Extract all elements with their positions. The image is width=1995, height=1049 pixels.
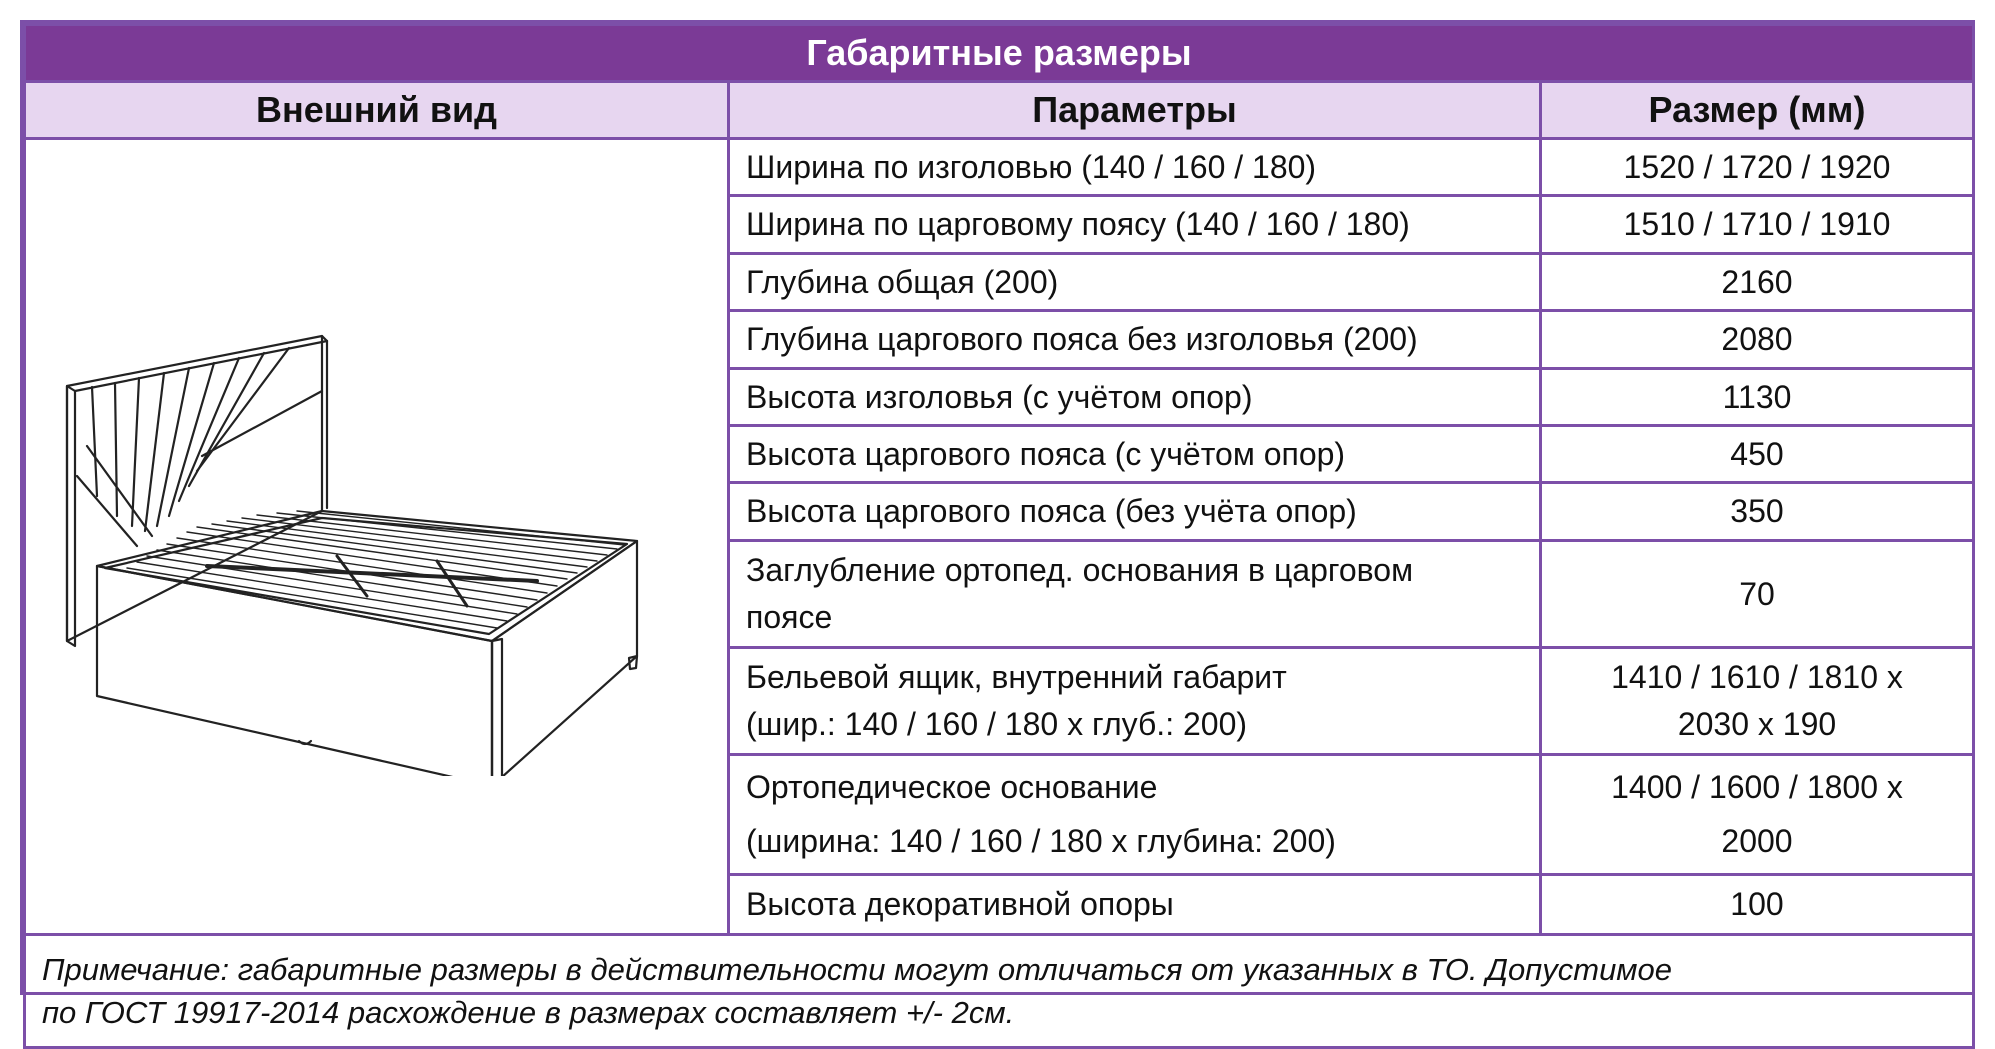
param-cell: Высота декоративной опоры — [729, 874, 1541, 934]
value-cell: 1410 / 1610 / 1810 х 2030 х 190 — [1541, 647, 1974, 754]
table-row — [25, 139, 1974, 196]
param-cell: Ортопедическое основание (ширина: 140 / 160 / 180 х глубина: 200) — [729, 754, 1541, 874]
param-cell: Ширина по изголовью (140 / 160 / 180) — [729, 139, 1541, 196]
value-cell: 450 — [1541, 425, 1974, 482]
appearance-cell — [25, 139, 729, 935]
value-cell: 2160 — [1541, 253, 1974, 310]
value-cell: 100 — [1541, 874, 1974, 934]
bed-illustration-icon — [37, 296, 717, 776]
param-cell: Ширина по царговому поясу (140 / 160 / 180) — [729, 196, 1541, 253]
param-cell: Заглубление ортопед. основания в царговом поясе — [729, 540, 1541, 647]
note: Примечание: габаритные размеры в действительности могут отличаться от указанных в ТО. Допустимое по ГОСТ 19917-2014 расхождение в размерах составляет +/- 2см. — [25, 934, 1974, 1048]
param-cell: Глубина общая (200) — [729, 253, 1541, 310]
header-params: Параметры — [729, 82, 1541, 139]
table-title: Габаритные размеры — [25, 25, 1974, 82]
value-cell: 1520 / 1720 / 1920 — [1541, 139, 1974, 196]
param-cell: Высота царгового пояса (с учётом опор) — [729, 425, 1541, 482]
param-cell: Высота изголовья (с учётом опор) — [729, 368, 1541, 425]
value-cell: 1130 — [1541, 368, 1974, 425]
dimensions-table — [23, 23, 1975, 1049]
value-cell: 2080 — [1541, 311, 1974, 368]
header-appearance: Внешний вид — [25, 82, 729, 139]
param-cell: Высота царгового пояса (без учёта опор) — [729, 483, 1541, 540]
header-size: Размер (мм) — [1541, 82, 1974, 139]
param-cell: Глубина царгового пояса без изголовья (200) — [729, 311, 1541, 368]
param-cell: Бельевой ящик, внутренний габарит (шир.: 140 / 160 / 180 х глуб.: 200) — [729, 647, 1541, 754]
value-cell: 350 — [1541, 483, 1974, 540]
dimensions-sheet — [20, 20, 1975, 1030]
value-cell: 1400 / 1600 / 1800 х 2000 — [1541, 754, 1974, 874]
value-cell: 1510 / 1710 / 1910 — [1541, 196, 1974, 253]
value-cell: 70 — [1541, 540, 1974, 647]
